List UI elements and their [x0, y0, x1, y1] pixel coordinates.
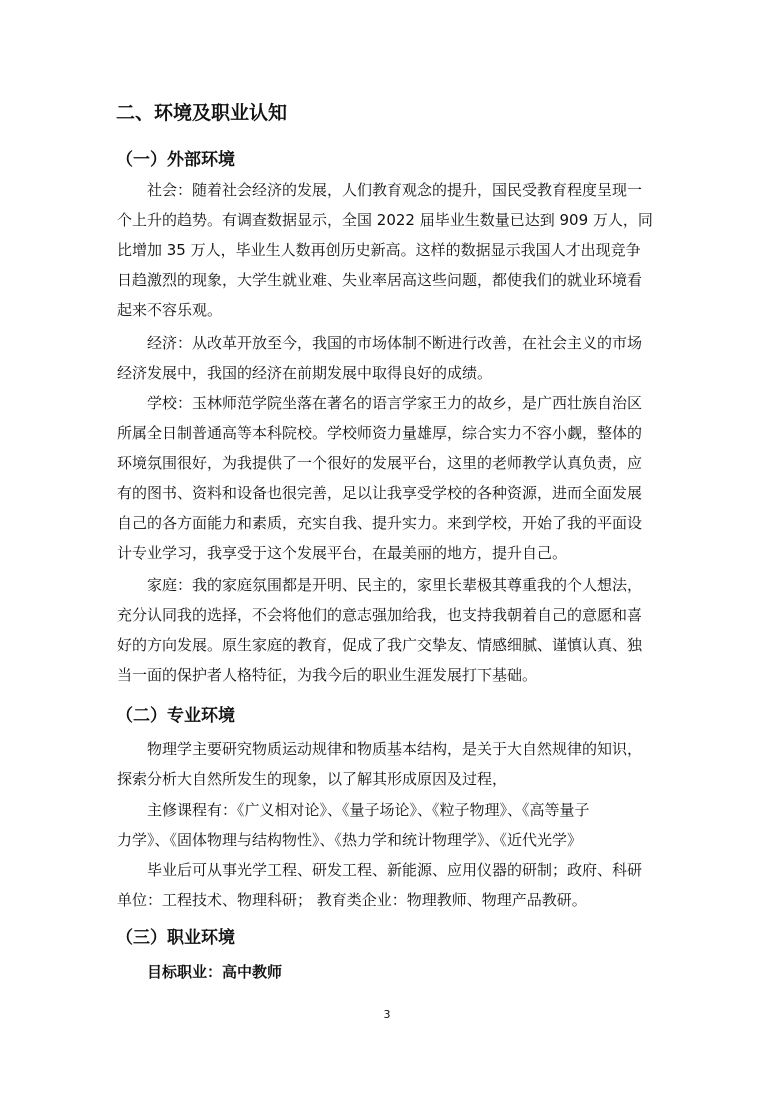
target-career: 目标职业：高中教师: [147, 963, 283, 981]
paragraph-line: 学校：玉林师范学院坐落在著名的语言学家王力的故乡，是广西壮族自治区: [147, 394, 643, 412]
paragraph-line: 家庭：我的家庭氛围都是开明、民主的，家里长辈极其尊重我的个人想法，: [147, 576, 643, 594]
paragraph-line: 经济：从改革开放至今，我国的市场体制不断进行改善，在社会主义的市场: [147, 334, 643, 352]
paragraph-line: 计专业学习，我享受于这个发展平台，在最美丽的地方，提升自己。: [117, 544, 568, 562]
paragraph-line: 经济发展中，我国的经济在前期发展中取得良好的成绩。: [117, 364, 493, 382]
paragraph-line: 环境氛围很好，为我提供了一个很好的发展平台，这里的老师教学认真负责，应: [117, 454, 643, 472]
paragraph-line: 充分认同我的选择，不会将他们的意志强加给我，也支持我朝着自己的意愿和喜: [117, 606, 643, 624]
paragraph-line: 有的图书、资料和设备也很完善，足以让我享受学校的各种资源，进而全面发展: [117, 484, 643, 502]
paragraph-line: 物理学主要研究物质运动规律和物质基本结构，是关于大自然规律的知识，: [147, 740, 643, 758]
paragraph-physics: [117, 734, 657, 794]
paragraph-line: 起来不容乐观。: [117, 301, 223, 319]
paragraph-line: 探索分析大自然所发生的现象，以了解其形成原因及过程，: [117, 770, 508, 788]
paragraph-line: 自己的各方面能力和素质，充实自我、提升实力。来到学校，开始了我的平面设: [117, 514, 643, 532]
paragraph-line: 个上升的趋势。有调查数据显示，全国 2022 届毕业生数量已达到 909 万人，同: [117, 211, 653, 229]
paragraph-family: [117, 570, 657, 690]
section-title-career: （三）职业环境: [116, 928, 235, 948]
chapter-heading: 二、环境及职业认知: [116, 102, 288, 124]
paragraph-line: 好的方向发展。原生家庭的教育，促成了我广交挚友、情感细腻、谨慎认真、独: [117, 636, 643, 654]
paragraph-line: 日趋激烈的现象，大学生就业难、失业率居高这些问题，都使我们的就业环境看: [117, 271, 643, 289]
paragraph-line: 主修课程有：《广义相对论》、《量子场论》、《粒子物理》、《高等量子: [147, 801, 590, 819]
paragraph-line: 力学》、《固体物理与结构物性》、《热力学和统计物理学》、《近代光学》: [117, 831, 583, 849]
paragraph-line: 所属全日制普通高等本科院校。学校师资力量雄厚，综合实力不容小觑，整体的: [117, 424, 643, 442]
section-title-professional: （二）专业环境: [116, 706, 235, 726]
paragraph-line: 比增加 35 万人，毕业生人数再创历史新高。这样的数据显示我国人才出现竞争: [117, 241, 641, 259]
paragraph-economy: [117, 328, 657, 388]
paragraph-line: 当一面的保护者人格特征，为我今后的职业生涯发展打下基础。: [117, 666, 538, 684]
paragraph-line: 毕业后可从事光学工程、研发工程、新能源、应用仪器的研制；政府、科研: [147, 861, 643, 879]
paragraph-careers: [117, 855, 657, 915]
paragraph-line: 单位：工程技术、物理科研； 教育类企业：物理教师、物理产品教研。: [117, 891, 587, 909]
paragraph-society: [117, 175, 657, 325]
paragraph-courses: [117, 795, 657, 855]
paragraph-line: 社会：随着社会经济的发展，人们教育观念的提升，国民受教育程度呈现一: [147, 181, 643, 199]
section-title-external: （一）外部环境: [116, 150, 235, 170]
page-number: 3: [383, 1008, 391, 1021]
paragraph-school: [117, 388, 657, 568]
